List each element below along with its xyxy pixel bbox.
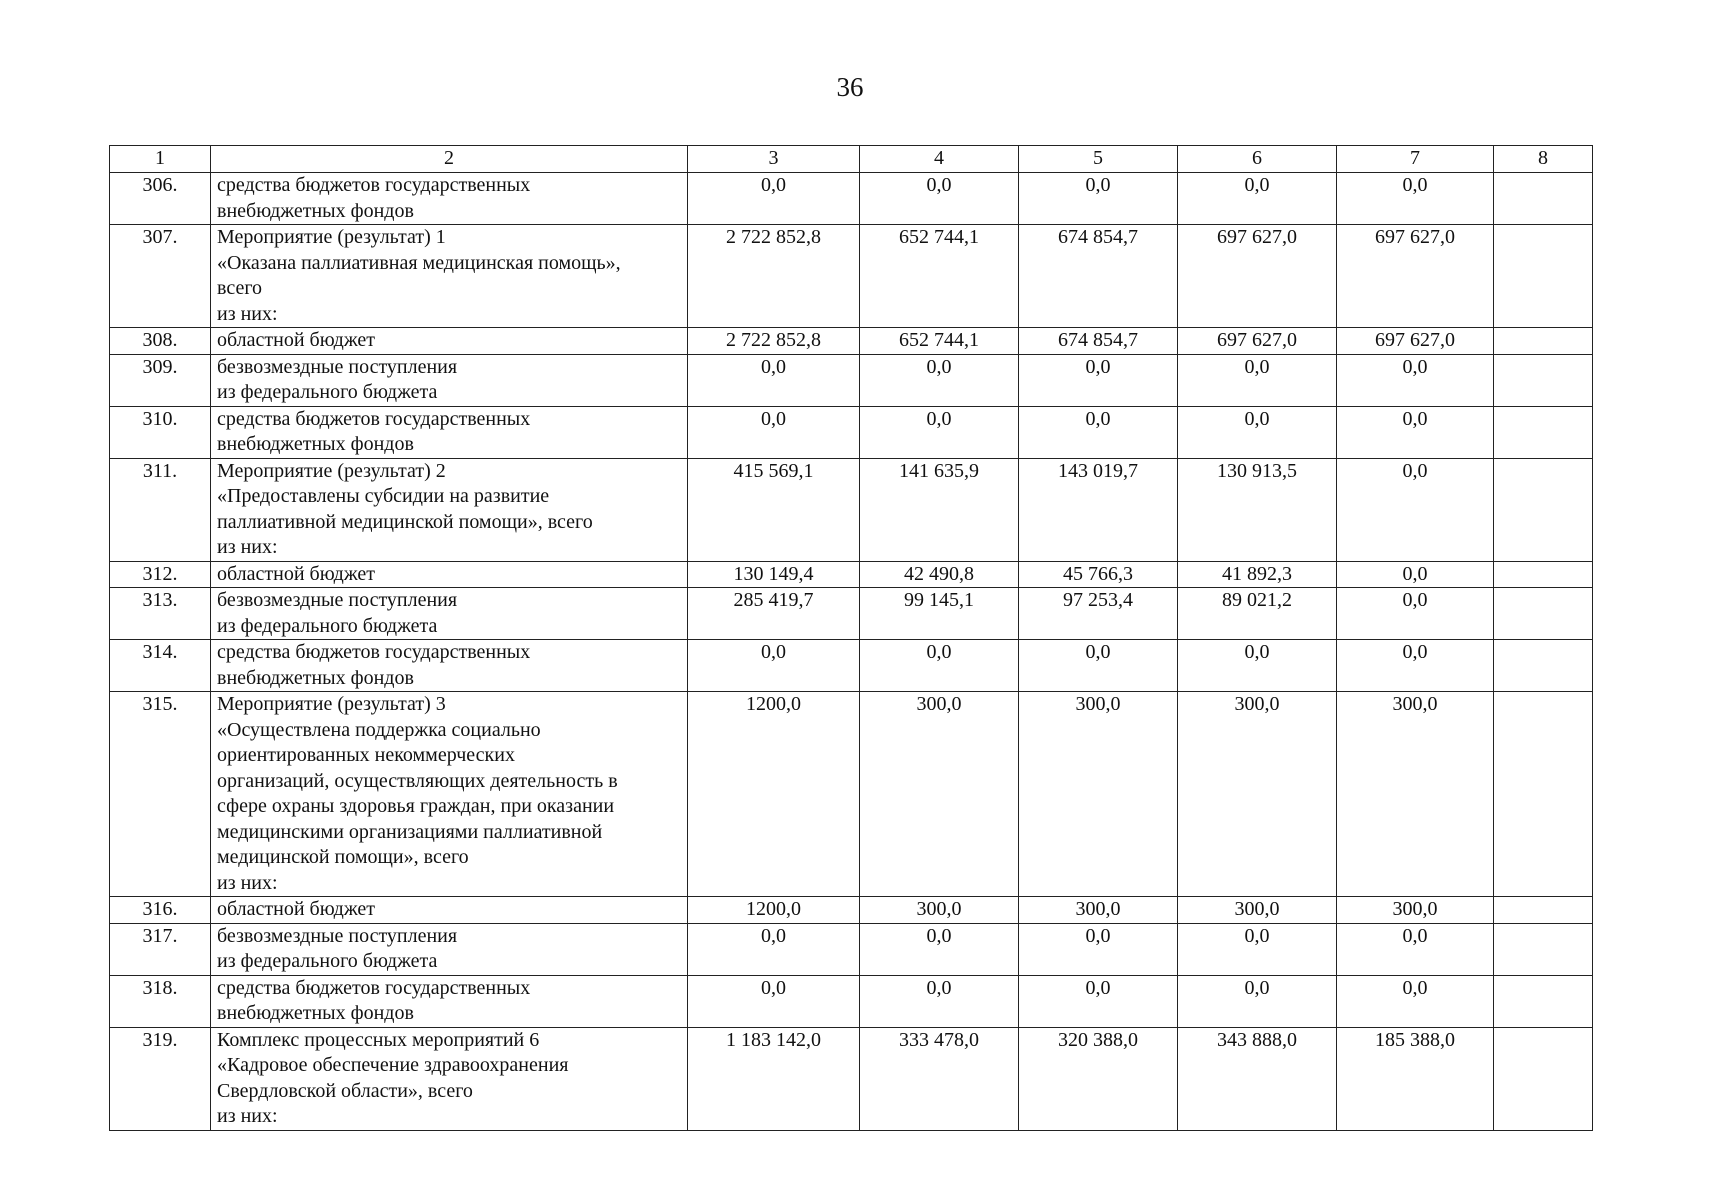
row-description	[211, 897, 688, 924]
value-cell-col-3: 1 183 142,0	[688, 1027, 860, 1130]
value-cell-col-4: 0,0	[860, 640, 1019, 692]
description-line: паллиативной медицинской помощи», всего	[217, 510, 593, 533]
description-line: из федерального бюджета	[217, 950, 438, 972]
table-row	[110, 328, 1593, 355]
value-cell-col-6: 0,0	[1178, 406, 1337, 458]
description-line: средства бюджетов государственных	[217, 407, 531, 430]
value-cell-col-7: 0,0	[1337, 975, 1494, 1027]
note-cell	[1494, 354, 1593, 406]
row-number: 307.	[110, 225, 211, 328]
value-cell-col-4: 0,0	[860, 406, 1019, 458]
row-number: 310.	[110, 406, 211, 458]
row-number: 316.	[110, 897, 211, 924]
description-line: внебюджетных фондов	[217, 199, 414, 222]
value-cell-col-7: 0,0	[1337, 561, 1494, 588]
description-line: из федерального бюджета	[217, 614, 438, 637]
value-cell-col-3: 2 722 852,8	[688, 328, 860, 355]
value-cell-col-3: 1200,0	[688, 897, 860, 924]
row-number: 306.	[110, 173, 211, 225]
table-body	[110, 173, 1593, 1131]
value-cell-col-6: 0,0	[1178, 640, 1337, 692]
row-number: 314.	[110, 640, 211, 692]
table-row	[110, 406, 1593, 458]
value-cell-col-5: 0,0	[1019, 923, 1178, 975]
header-row	[110, 146, 1593, 173]
row-description	[211, 406, 688, 458]
row-description	[211, 458, 688, 561]
value-cell-col-4: 300,0	[860, 897, 1019, 924]
value-cell-col-7: 697 627,0	[1337, 225, 1494, 328]
note-cell	[1494, 458, 1593, 561]
value-cell-col-6: 697 627,0	[1178, 225, 1337, 328]
value-cell-col-7: 0,0	[1337, 354, 1494, 406]
value-cell-col-7: 300,0	[1337, 897, 1494, 924]
value-cell-col-5: 97 253,4	[1019, 588, 1178, 640]
value-cell-col-3: 0,0	[688, 406, 860, 458]
row-description	[211, 975, 688, 1027]
column-header-6: 6	[1178, 146, 1337, 173]
description-line: Свердловской области», всего	[217, 1079, 473, 1102]
value-cell-col-5: 0,0	[1019, 640, 1178, 692]
note-cell	[1494, 328, 1593, 355]
description-line: «Осуществлена поддержка социально	[217, 718, 541, 741]
table-row	[110, 897, 1593, 924]
description-line: средства бюджетов государственных	[217, 174, 531, 196]
value-cell-col-4: 141 635,9	[860, 458, 1019, 561]
value-cell-col-3: 0,0	[688, 640, 860, 692]
row-number: 311.	[110, 458, 211, 561]
page-number: 36	[836, 72, 864, 102]
description-line: сфере охраны здоровья граждан, при оказании	[217, 795, 615, 817]
value-cell-col-3: 0,0	[688, 975, 860, 1027]
row-number: 317.	[110, 923, 211, 975]
row-description	[211, 1027, 688, 1130]
note-cell	[1494, 561, 1593, 588]
column-header-1: 1	[110, 146, 211, 173]
value-cell-col-3: 0,0	[688, 173, 860, 225]
row-description	[211, 588, 688, 640]
description-line: Мероприятие (результат) 1	[217, 226, 446, 248]
value-cell-col-7: 0,0	[1337, 923, 1494, 975]
description-line: областной бюджет	[217, 329, 376, 351]
description-line: средства бюджетов государственных	[217, 976, 531, 999]
description-line: ориентированных некоммерческих	[217, 744, 515, 766]
table-row	[110, 225, 1593, 328]
value-cell-col-3: 0,0	[688, 923, 860, 975]
note-cell	[1494, 897, 1593, 924]
value-cell-col-5: 300,0	[1019, 897, 1178, 924]
value-cell-col-4: 333 478,0	[860, 1027, 1019, 1130]
row-number: 308.	[110, 328, 211, 355]
note-cell	[1494, 923, 1593, 975]
description-line: из федерального бюджета	[217, 381, 438, 403]
row-description	[211, 225, 688, 328]
column-header-4: 4	[860, 146, 1019, 173]
value-cell-col-4: 0,0	[860, 173, 1019, 225]
value-cell-col-4: 300,0	[860, 692, 1019, 897]
row-number: 309.	[110, 354, 211, 406]
value-cell-col-6: 0,0	[1178, 173, 1337, 225]
description-line: внебюджетных фондов	[217, 1002, 414, 1024]
value-cell-col-7: 0,0	[1337, 173, 1494, 225]
description-line: «Оказана паллиативная медицинская помощь»,	[217, 251, 621, 274]
note-cell	[1494, 588, 1593, 640]
row-number: 315.	[110, 692, 211, 897]
row-description	[211, 640, 688, 692]
description-line: «Кадровое обеспечение здравоохранения	[217, 1054, 569, 1076]
value-cell-col-6: 343 888,0	[1178, 1027, 1337, 1130]
value-cell-col-5: 0,0	[1019, 406, 1178, 458]
row-description	[211, 561, 688, 588]
description-line: внебюджетных фондов	[217, 433, 414, 455]
column-header-8: 8	[1494, 146, 1593, 173]
row-description	[211, 354, 688, 406]
value-cell-col-5: 674 854,7	[1019, 225, 1178, 328]
value-cell-col-3: 415 569,1	[688, 458, 860, 561]
row-number: 312.	[110, 561, 211, 588]
table-row	[110, 588, 1593, 640]
value-cell-col-5: 0,0	[1019, 975, 1178, 1027]
budget-table	[109, 145, 1593, 1131]
description-line: из них:	[217, 302, 278, 325]
value-cell-col-7: 0,0	[1337, 588, 1494, 640]
row-description	[211, 923, 688, 975]
value-cell-col-5: 143 019,7	[1019, 458, 1178, 561]
table-row	[110, 458, 1593, 561]
table-row	[110, 923, 1593, 975]
column-header-2: 2	[211, 146, 688, 173]
description-line: «Предоставлены субсидии на развитие	[217, 485, 550, 507]
value-cell-col-6: 0,0	[1178, 975, 1337, 1027]
description-line: организаций, осуществляющих деятельность в	[217, 769, 618, 792]
table-row	[110, 975, 1593, 1027]
description-line: медицинскими организациями паллиативной	[217, 820, 603, 843]
column-header-5: 5	[1019, 146, 1178, 173]
description-line: безвозмездные поступления	[217, 924, 458, 947]
table-row	[110, 561, 1593, 588]
value-cell-col-4: 42 490,8	[860, 561, 1019, 588]
description-line: безвозмездные поступления	[217, 355, 458, 378]
note-cell	[1494, 173, 1593, 225]
value-cell-col-5: 0,0	[1019, 354, 1178, 406]
note-cell	[1494, 640, 1593, 692]
note-cell	[1494, 406, 1593, 458]
column-header-7: 7	[1337, 146, 1494, 173]
value-cell-col-5: 45 766,3	[1019, 561, 1178, 588]
value-cell-col-3: 1200,0	[688, 692, 860, 897]
value-cell-col-6: 41 892,3	[1178, 561, 1337, 588]
value-cell-col-4: 652 744,1	[860, 328, 1019, 355]
value-cell-col-6: 697 627,0	[1178, 328, 1337, 355]
column-header-3: 3	[688, 146, 860, 173]
description-line: медицинской помощи», всего	[217, 846, 469, 868]
value-cell-col-4: 0,0	[860, 923, 1019, 975]
description-line: Мероприятие (результат) 2	[217, 459, 446, 482]
description-line: Комплекс процессных мероприятий 6	[217, 1028, 540, 1051]
row-description	[211, 328, 688, 355]
value-cell-col-5: 0,0	[1019, 173, 1178, 225]
note-cell	[1494, 975, 1593, 1027]
description-line: областной бюджет	[217, 562, 376, 585]
value-cell-col-6: 300,0	[1178, 897, 1337, 924]
row-description	[211, 692, 688, 897]
value-cell-col-3: 0,0	[688, 354, 860, 406]
description-line: из них:	[217, 871, 278, 894]
value-cell-col-6: 300,0	[1178, 692, 1337, 897]
value-cell-col-4: 0,0	[860, 975, 1019, 1027]
value-cell-col-6: 89 021,2	[1178, 588, 1337, 640]
value-cell-col-7: 0,0	[1337, 640, 1494, 692]
value-cell-col-5: 300,0	[1019, 692, 1178, 897]
value-cell-col-7: 0,0	[1337, 406, 1494, 458]
row-number: 318.	[110, 975, 211, 1027]
description-line: безвозмездные поступления	[217, 589, 458, 611]
value-cell-col-6: 0,0	[1178, 923, 1337, 975]
value-cell-col-4: 0,0	[860, 354, 1019, 406]
value-cell-col-4: 99 145,1	[860, 588, 1019, 640]
value-cell-col-3: 285 419,7	[688, 588, 860, 640]
value-cell-col-7: 0,0	[1337, 458, 1494, 561]
value-cell-col-7: 185 388,0	[1337, 1027, 1494, 1130]
row-number: 313.	[110, 588, 211, 640]
description-line: из них:	[217, 1105, 278, 1127]
value-cell-col-7: 300,0	[1337, 692, 1494, 897]
value-cell-col-4: 652 744,1	[860, 225, 1019, 328]
table-row	[110, 640, 1593, 692]
table-row	[110, 692, 1593, 897]
note-cell	[1494, 1027, 1593, 1130]
value-cell-col-6: 130 913,5	[1178, 458, 1337, 561]
value-cell-col-3: 130 149,4	[688, 561, 860, 588]
value-cell-col-5: 674 854,7	[1019, 328, 1178, 355]
row-number: 319.	[110, 1027, 211, 1130]
description-line: средства бюджетов государственных	[217, 641, 531, 663]
note-cell	[1494, 225, 1593, 328]
note-cell	[1494, 692, 1593, 897]
description-line: областной бюджет	[217, 898, 376, 920]
description-line: Мероприятие (результат) 3	[217, 693, 446, 715]
description-line: из них:	[217, 536, 278, 558]
table-row	[110, 173, 1593, 225]
value-cell-col-6: 0,0	[1178, 354, 1337, 406]
row-description	[211, 173, 688, 225]
table-row	[110, 354, 1593, 406]
table-row	[110, 1027, 1593, 1130]
value-cell-col-5: 320 388,0	[1019, 1027, 1178, 1130]
value-cell-col-7: 697 627,0	[1337, 328, 1494, 355]
description-line: внебюджетных фондов	[217, 666, 414, 689]
description-line: всего	[217, 277, 263, 299]
value-cell-col-3: 2 722 852,8	[688, 225, 860, 328]
